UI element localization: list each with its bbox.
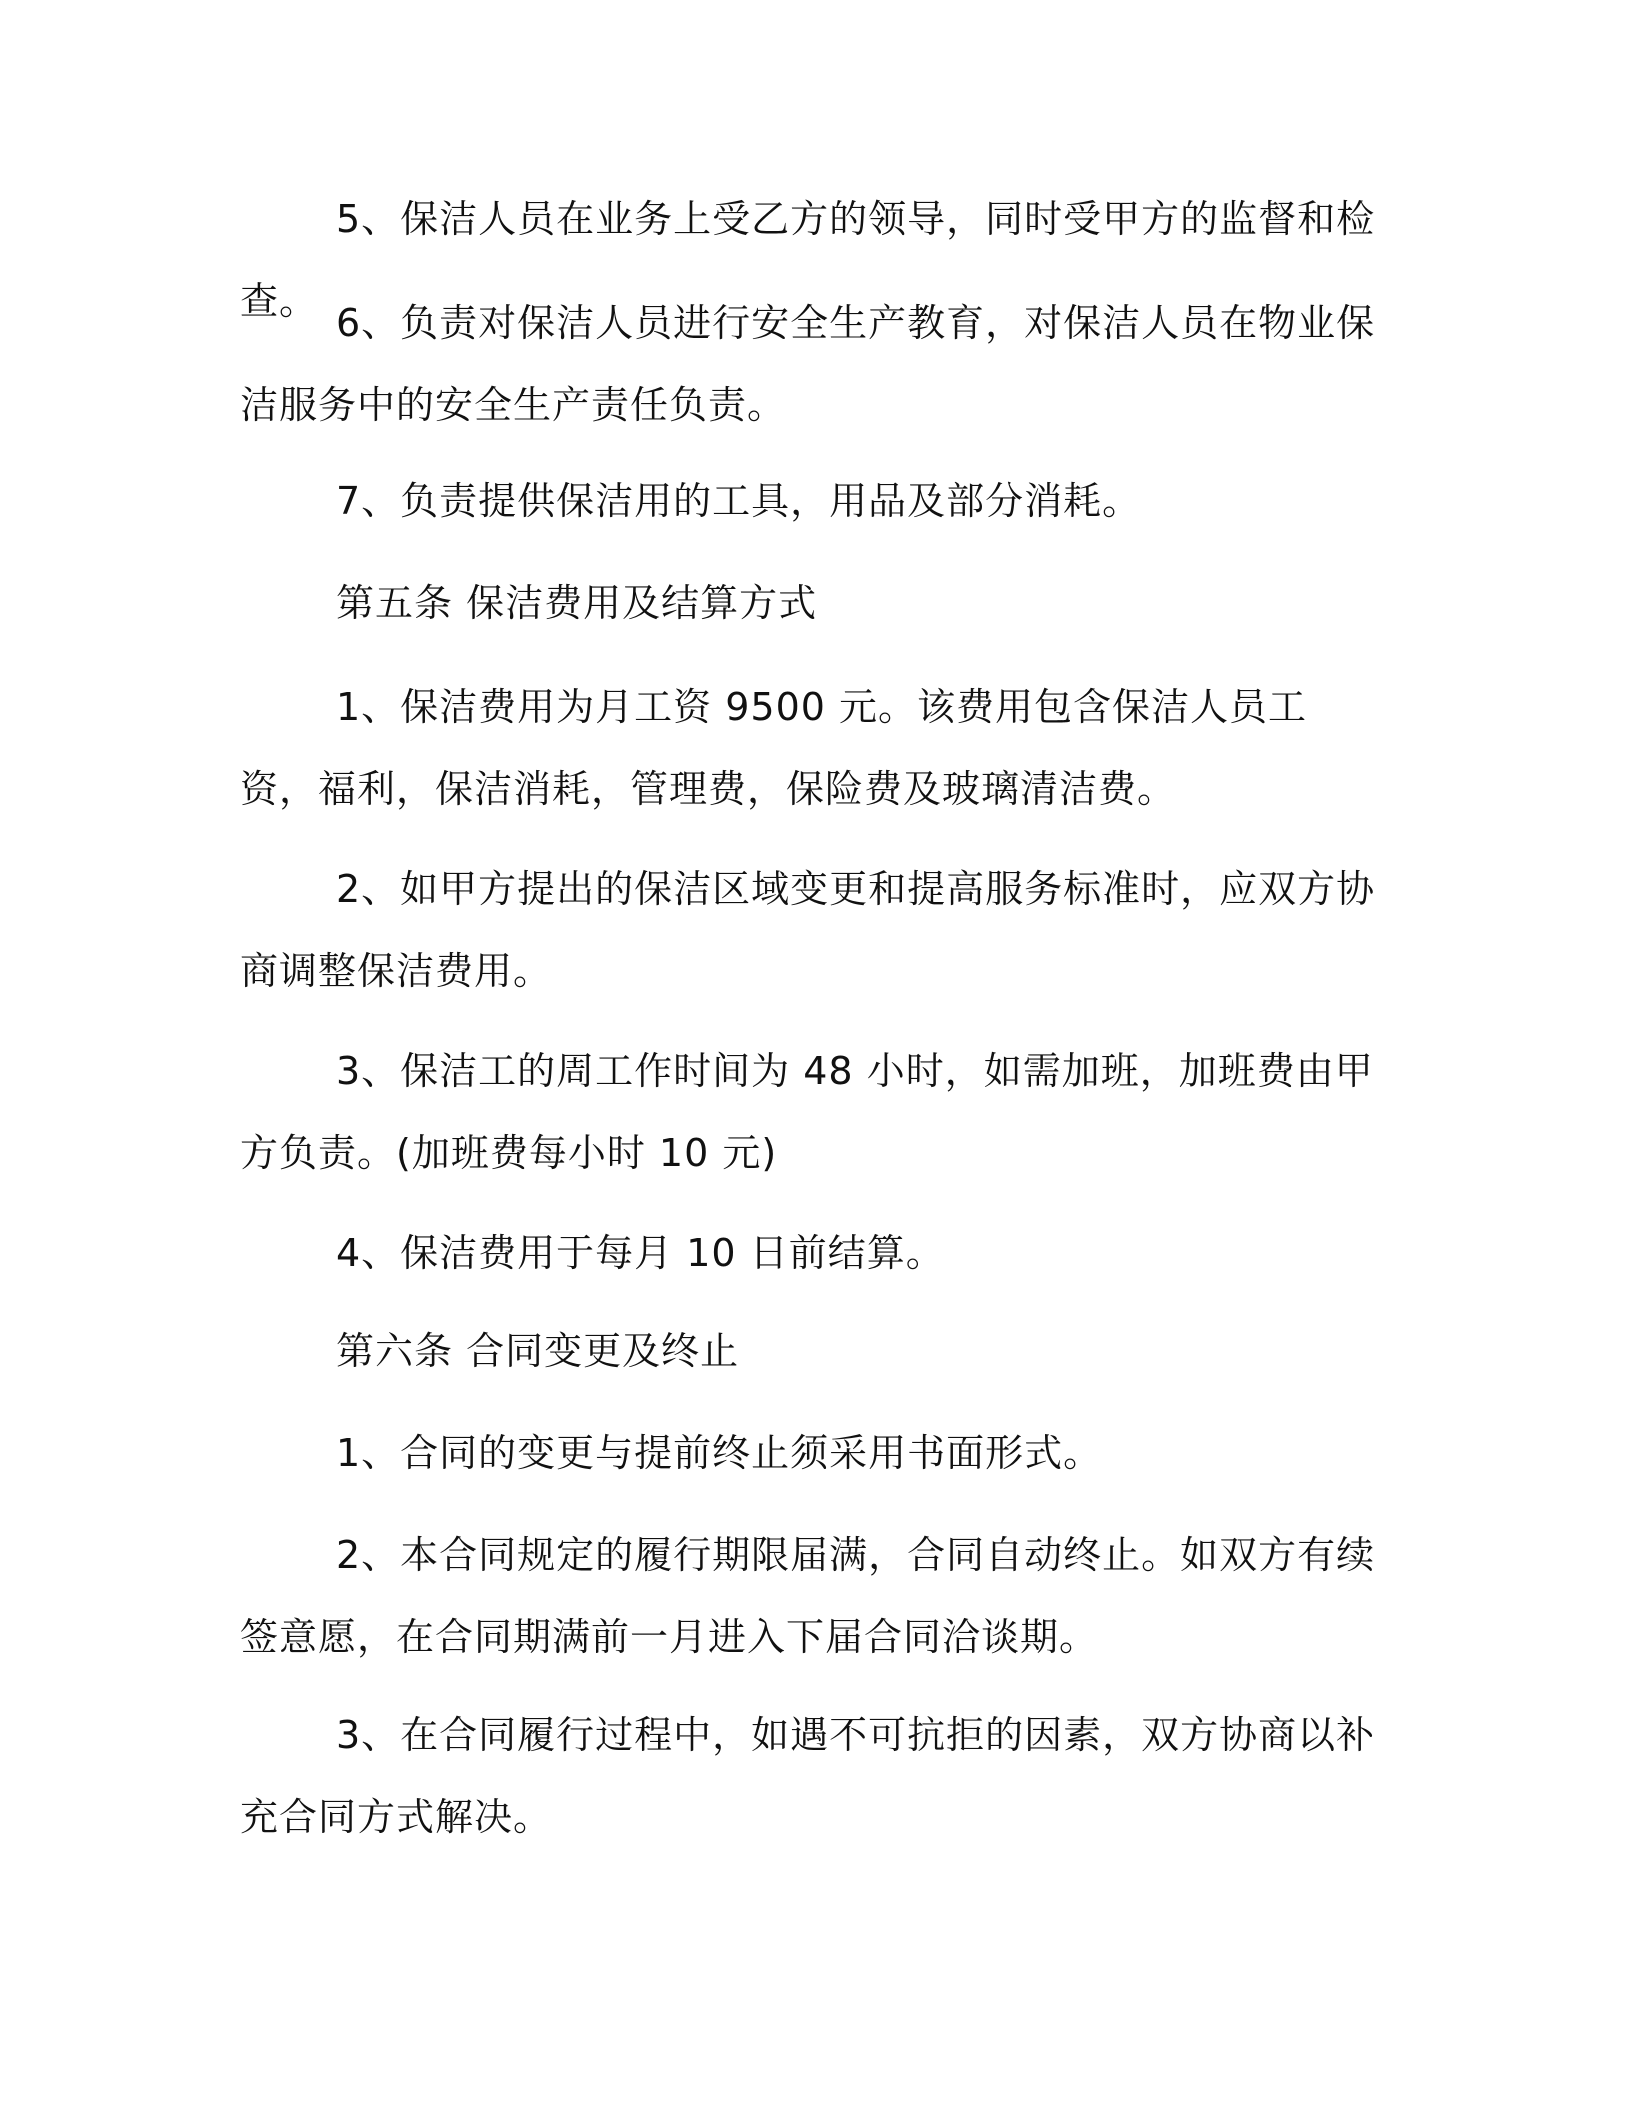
paragraph-clause-4-5: 5、保洁人员在业务上受乙方的领导，同时受甲方的监督和检查。: [240, 197, 1376, 323]
paragraph-clause-5-3: 3、保洁工的周工作时间为 48 小时，如需加班，加班费由甲方负责。(加班费每小时 10 元): [240, 1049, 1374, 1175]
paragraph-clause-4-6: 6、负责对保洁人员进行安全生产教育，对保洁人员在物业保洁服务中的安全生产责任负责。: [240, 301, 1376, 427]
paragraph-clause-5-4: 4、保洁费用于每月 10 日前结算。: [336, 1231, 945, 1275]
paragraph-clause-5-2: 2、如甲方提出的保洁区域变更和提高服务标准时，应双方协商调整保洁费用。: [240, 867, 1376, 993]
paragraph-clause-6-2: 2、本合同规定的履行期限届满，合同自动终止。如双方有续签意愿，在合同期满前一月进入下届合同洽谈期。: [240, 1533, 1376, 1659]
paragraph-clause-6-3: 3、在合同履行过程中，如遇不可抗拒的因素，双方协商以补充合同方式解决。: [240, 1713, 1376, 1839]
section-heading-article-5: 第五条 保洁费用及结算方式: [336, 581, 818, 625]
paragraph-clause-5-1: 1、保洁费用为月工资 9500 元。该费用包含保洁人员工资，福利，保洁消耗，管理费，保险费及玻璃清洁费。: [240, 685, 1308, 811]
section-heading-article-6: 第六条 合同变更及终止: [336, 1329, 740, 1373]
paragraph-clause-6-1: 1、合同的变更与提前终止须采用书面形式。: [336, 1431, 1103, 1475]
paragraph-clause-4-7: 7、负责提供保洁用的工具，用品及部分消耗。: [336, 479, 1142, 523]
